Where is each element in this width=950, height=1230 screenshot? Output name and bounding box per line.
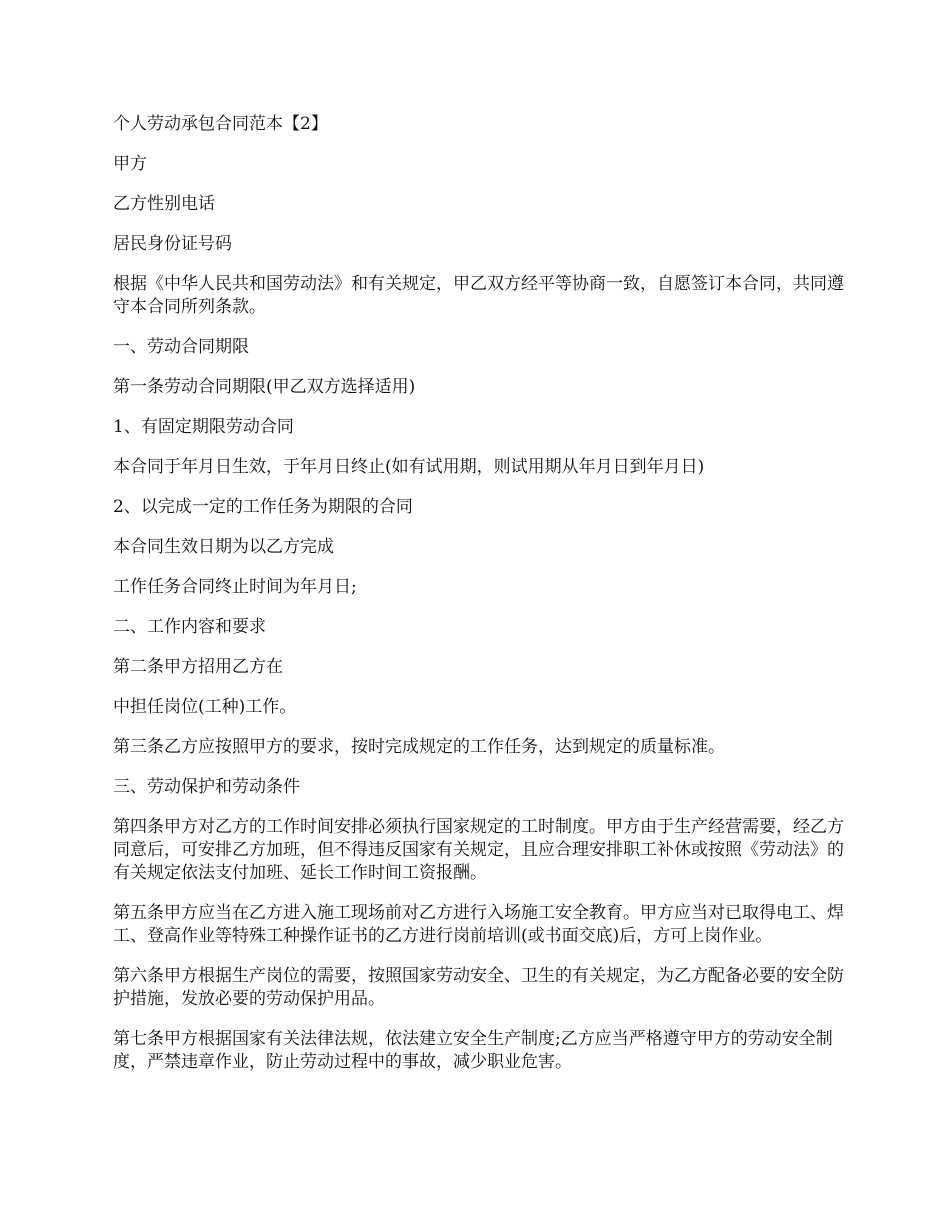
clause-task-term-end: 工作任务合同终止时间为年月日; xyxy=(113,577,357,597)
article-1: 第一条劳动合同期限(甲乙双方选择适用) xyxy=(113,377,416,397)
article-2-continued: 中担任岗位(工种)工作。 xyxy=(113,697,297,717)
id-number-line: 居民身份证号码 xyxy=(113,234,232,254)
document-title: 个人劳动承包合同范本【2】 xyxy=(113,114,328,134)
party-a-line: 甲方 xyxy=(113,154,147,174)
article-7: 第七条甲方根据国家有关法律法规，依法建立安全生产制度;乙方应当严格遵守甲方的劳动安全制度，严禁违章作业，防止劳动过程中的事故，减少职业危害。 xyxy=(113,1029,833,1072)
party-b-line: 乙方性别电话 xyxy=(113,194,215,214)
preamble-paragraph: 根据《中华人民共和国劳动法》和有关规定，甲乙双方经平等协商一致，自愿签订本合同，共同遵守本合同所列条款。 xyxy=(113,274,844,317)
article-2: 第二条甲方招用乙方在 xyxy=(113,657,283,677)
article-6: 第六条甲方根据生产岗位的需要，按照国家劳动安全、卫生的有关规定，为乙方配备必要的安全防护措施，发放必要的劳动保护用品。 xyxy=(113,966,844,1009)
clause-fixed-term-detail: 本合同于年月日生效，于年月日终止(如有试用期，则试用期从年月日到年月日) xyxy=(113,457,705,477)
section-heading-1: 一、劳动合同期限 xyxy=(113,337,249,357)
article-4: 第四条甲方对乙方的工作时间安排必须执行国家规定的工时制度。甲方由于生产经营需要，经乙方同意后，可安排乙方加班，但不得违反国家有关规定，且应合理安排职工补休或按照《劳动法》的有关规定依法支付加班、延长工作时间工资报酬。 xyxy=(113,817,844,883)
clause-fixed-term: 1、有固定期限劳动合同 xyxy=(113,417,294,437)
clause-task-term-start: 本合同生效日期为以乙方完成 xyxy=(113,537,334,557)
article-3: 第三条乙方应按照甲方的要求，按时完成规定的工作任务，达到规定的质量标准。 xyxy=(113,737,725,757)
article-5: 第五条甲方应当在乙方进入施工现场前对乙方进行入场施工安全教育。甲方应当对已取得电工、焊工、登高作业等特殊工种操作证书的乙方进行岗前培训(或书面交底)后，方可上岗作业。 xyxy=(113,903,844,946)
document-page xyxy=(113,113,858,1091)
section-heading-2: 二、工作内容和要求 xyxy=(113,617,266,637)
section-heading-3: 三、劳动保护和劳动条件 xyxy=(113,777,300,797)
clause-task-term: 2、以完成一定的工作任务为期限的合同 xyxy=(113,497,413,517)
